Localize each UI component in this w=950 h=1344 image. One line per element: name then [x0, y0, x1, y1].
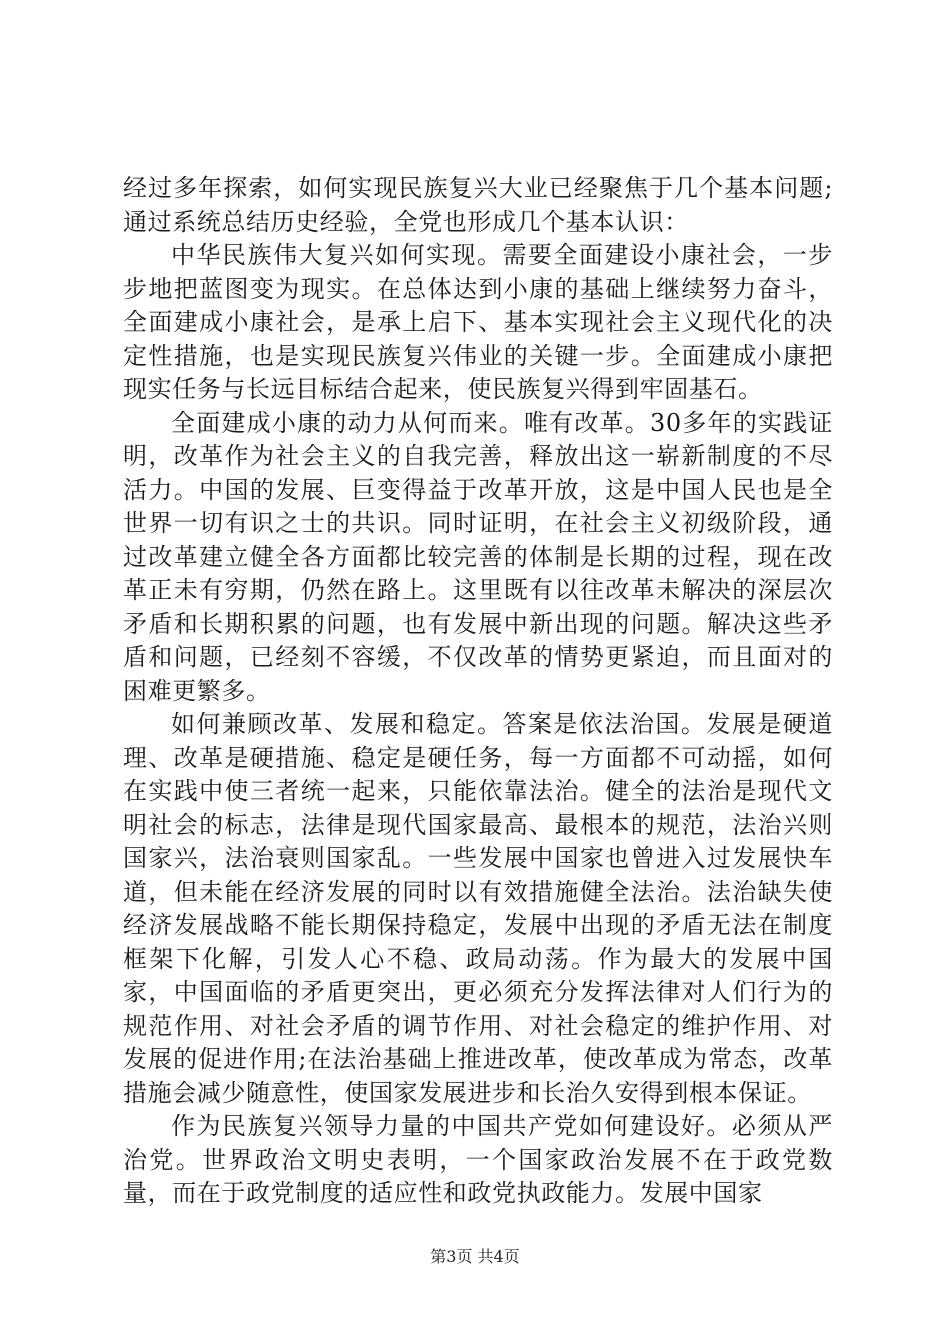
paragraph-reform: 全面建成小康的动力从何而来。唯有改革。30多年的实践证明，改革作为社会主义的自我完善，释放出这一崭新制度的不尽活力。中国的发展、巨变得益于改革开放，这是中国人民也是全世界一切有识之士的共识。同时证明，在社会主义初级阶段，通过改革建立健全各方面都比较完善的体制是长期的过程，现在改革正未有穷期，仍然在路上。这里既有以往改革未解决的深层次矛盾和长期积累的问题，也有发展中新出现的问题。解决这些矛盾和问题，已经刻不容缓，不仅改革的情势更紧迫，而且面对的困难更繁多。 — [123, 408, 833, 705]
paragraph-intro: 经过多年探索，如何实现民族复兴大业已经聚焦于几个基本问题;通过系统总结历史经验，全党也形成几个基本认识： — [123, 174, 833, 236]
paragraph-rule-of-law: 如何兼顾改革、发展和稳定。答案是依法治国。发展是硬道理、改革是硬措施、稳定是硬任务，每一方面都不可动摇，如何在实践中使三者统一起来，只能依靠法治。健全的法治是现代文明社会的标志，法律是现代国家最高、最根本的规范，法治兴则国家兴，法治衰则国家乱。一些发展中国家也曾进入过发展快车道，但未能在经济发展的同时以有效措施健全法治。法治缺失使经济发展战略不能长期保持稳定，发展中出现的矛盾无法在制度框架下化解，引发人心不稳、政局动荡。作为最大的发展中国家，中国面临的矛盾更突出，更必须充分发挥法律对人们行为的规范作用、对社会矛盾的调节作用、对社会稳定的维护作用、对发展的促进作用;在法治基础上推进改革，使改革成为常态，改革措施会减少随意性，使国家发展进步和长治久安得到根本保证。 — [123, 710, 833, 1107]
paragraph-party-building: 作为民族复兴领导力量的中国共产党如何建设好。必须从严治党。世界政治文明史表明，一个国家政治发展不在于政党数量，而在于政党制度的适应性和政党执政能力。发展中国家 — [123, 1112, 833, 1207]
page-footer: 第3页 共4页 — [430, 1247, 520, 1266]
paragraph-xiaokang: 中华民族伟大复兴如何实现。需要全面建设小康社会，一步步地把蓝图变为现实。在总体达到小康的基础上继续努力奋斗，全面建成小康社会，是承上启下、基本实现社会主义现代化的决定性措施，也是实现民族复兴伟业的关键一步。全面建成小康把现实任务与长远目标结合起来，使民族复兴得到牢固基石。 — [123, 241, 833, 403]
document-body — [123, 172, 833, 1211]
